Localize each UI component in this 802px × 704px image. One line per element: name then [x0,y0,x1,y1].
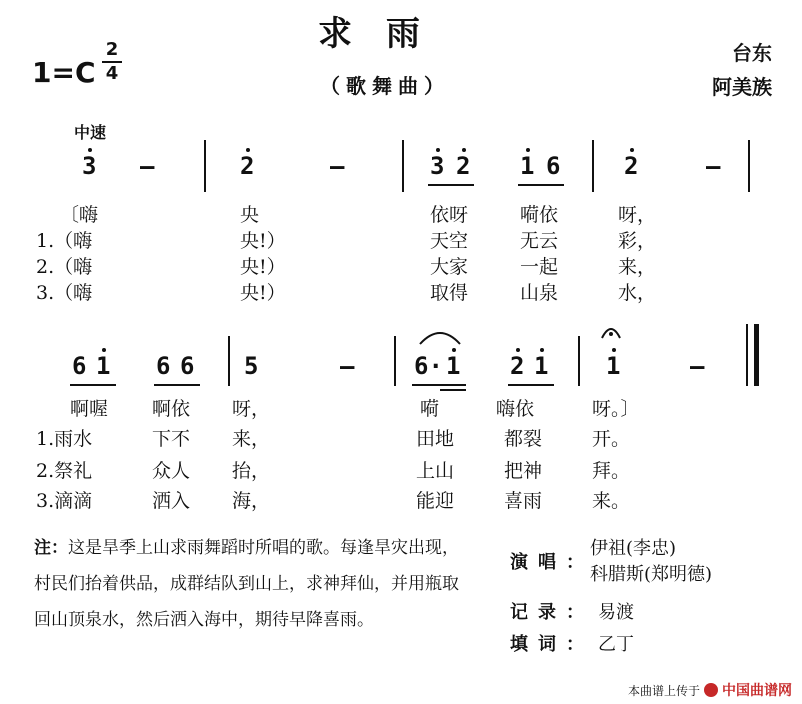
lyric: 呀。〕 [592,398,640,420]
note: 6 [180,352,195,380]
lyric: 啊依 [152,398,191,420]
barline [394,336,396,386]
lyric: 上山 [416,460,455,482]
lyric: 山泉 [520,282,559,304]
barline [402,140,404,192]
origin-line1: 台东 [732,41,772,65]
beam [154,384,200,386]
lyric: 2.祭礼 [36,460,93,482]
singer-2: 科腊斯(郑明德) [590,564,713,585]
barline [228,336,230,386]
note: 2 [510,352,525,380]
footer-site: 中国曲谱网 [722,683,792,699]
octave-dot [436,148,440,152]
note: 6· [414,352,443,380]
barline [204,140,206,192]
origin-line2: 阿美族 [712,75,772,99]
lyric: 3.（嗨 [36,282,93,304]
dash: – [330,152,345,180]
lyric: 水， [618,282,657,304]
singer-1: 伊祖(李忠) [590,538,677,559]
octave-dot [246,148,250,152]
note: 1 [606,352,621,380]
note: 6 [156,352,171,380]
lyric: 无云 [520,230,559,252]
beam [428,184,474,186]
octave-dot [612,348,616,352]
note: 2 [456,152,471,180]
lyric: 来。 [592,490,631,512]
time-signature [102,40,122,84]
lyric: 下不 [152,428,191,450]
fermata-icon [600,322,622,340]
beam [412,384,466,386]
footer-watermark [628,680,792,700]
dash: – [690,352,705,380]
time-signature-bottom: 4 [105,63,119,84]
dash: – [140,152,155,180]
lyric: 洒入 [152,490,191,512]
octave-dot [630,148,634,152]
lyric: 都裂 [504,428,543,450]
lyric: 来， [618,256,657,278]
lyric: 1.（嗨 [36,230,93,252]
octave-dot [452,348,456,352]
key-signature: 1=C [32,56,96,89]
barline [748,140,750,192]
dash: – [706,152,721,180]
lyric: 央!） [240,256,286,278]
note: 2 [240,152,255,180]
tempo-marking: 中速 [74,123,107,142]
note: 1 [520,152,535,180]
beam [70,384,116,386]
note: 6 [72,352,87,380]
note: 5 [244,352,259,380]
slur-mark [418,326,462,346]
final-barline-thin [746,324,748,386]
lyric: 嗬依 [520,204,559,226]
lyric: 2.（嗨 [36,256,93,278]
note: 3 [430,152,445,180]
beam [440,389,466,391]
dash: – [340,352,355,380]
lyric: 1.雨水 [36,428,93,450]
site-logo-icon [704,683,718,697]
note: 1 [446,352,461,380]
lyric: 〔嗨 [60,204,99,226]
note: 1 [96,352,111,380]
recorder-name: 易渡 [598,602,634,623]
octave-dot [102,348,106,352]
barline [578,336,580,386]
note: 3 [82,152,97,180]
lyric: 一起 [520,256,559,278]
final-barline-thick [754,324,759,386]
beam [508,384,554,386]
lyric: 呀， [232,398,271,420]
recorder-label: 记录： [510,602,594,623]
lyric: 彩， [618,230,657,252]
beam [518,184,564,186]
lyricist-name: 乙丁 [598,634,634,655]
time-signature-top: 2 [105,39,119,60]
lyric: 海， [232,490,271,512]
octave-dot [526,148,530,152]
lyric: 3.滴滴 [36,490,93,512]
song-subtitle: （歌舞曲） [320,74,450,98]
lyricist-label: 填词： [510,634,594,655]
lyric: 央 [240,204,260,226]
lyric: 啊喔 [70,398,109,420]
note-label: 注： [34,538,68,558]
lyric: 天空 [430,230,469,252]
lyric: 拜。 [592,460,631,482]
note: 6 [546,152,561,180]
lyric: 央!） [240,282,286,304]
lyric: 嗨依 [496,398,535,420]
song-origin [676,36,772,104]
lyric: 嗬 [420,398,440,420]
lyric: 大家 [430,256,469,278]
lyric: 能迎 [416,490,455,512]
annotation-note [34,530,474,638]
lyric: 抬， [232,460,271,482]
song-title: 求雨 [318,14,454,54]
octave-dot [462,148,466,152]
octave-dot [540,348,544,352]
lyric: 喜雨 [504,490,543,512]
lyric: 田地 [416,428,455,450]
lyric: 开。 [592,428,631,450]
lyric: 依呀 [430,204,469,226]
note-body: 这是旱季上山求雨舞蹈时所唱的歌。每逢旱灾出现，村民们抬着供品，成群结队到山上，求神拜仙，并用瓶取回山顶泉水，然后洒入海中，期待早降喜雨。 [34,538,459,630]
note: 2 [624,152,639,180]
lyric: 来， [232,428,271,450]
note: 1 [534,352,549,380]
octave-dot [88,148,92,152]
lyric: 央!） [240,230,286,252]
octave-dot [516,348,520,352]
barline [592,140,594,192]
lyric: 取得 [430,282,469,304]
singer-label: 演唱： [510,552,594,573]
footer-text: 本曲谱上传于 [627,683,700,698]
lyric: 呀， [618,204,657,226]
lyric: 把神 [504,460,543,482]
lyric: 众人 [152,460,191,482]
